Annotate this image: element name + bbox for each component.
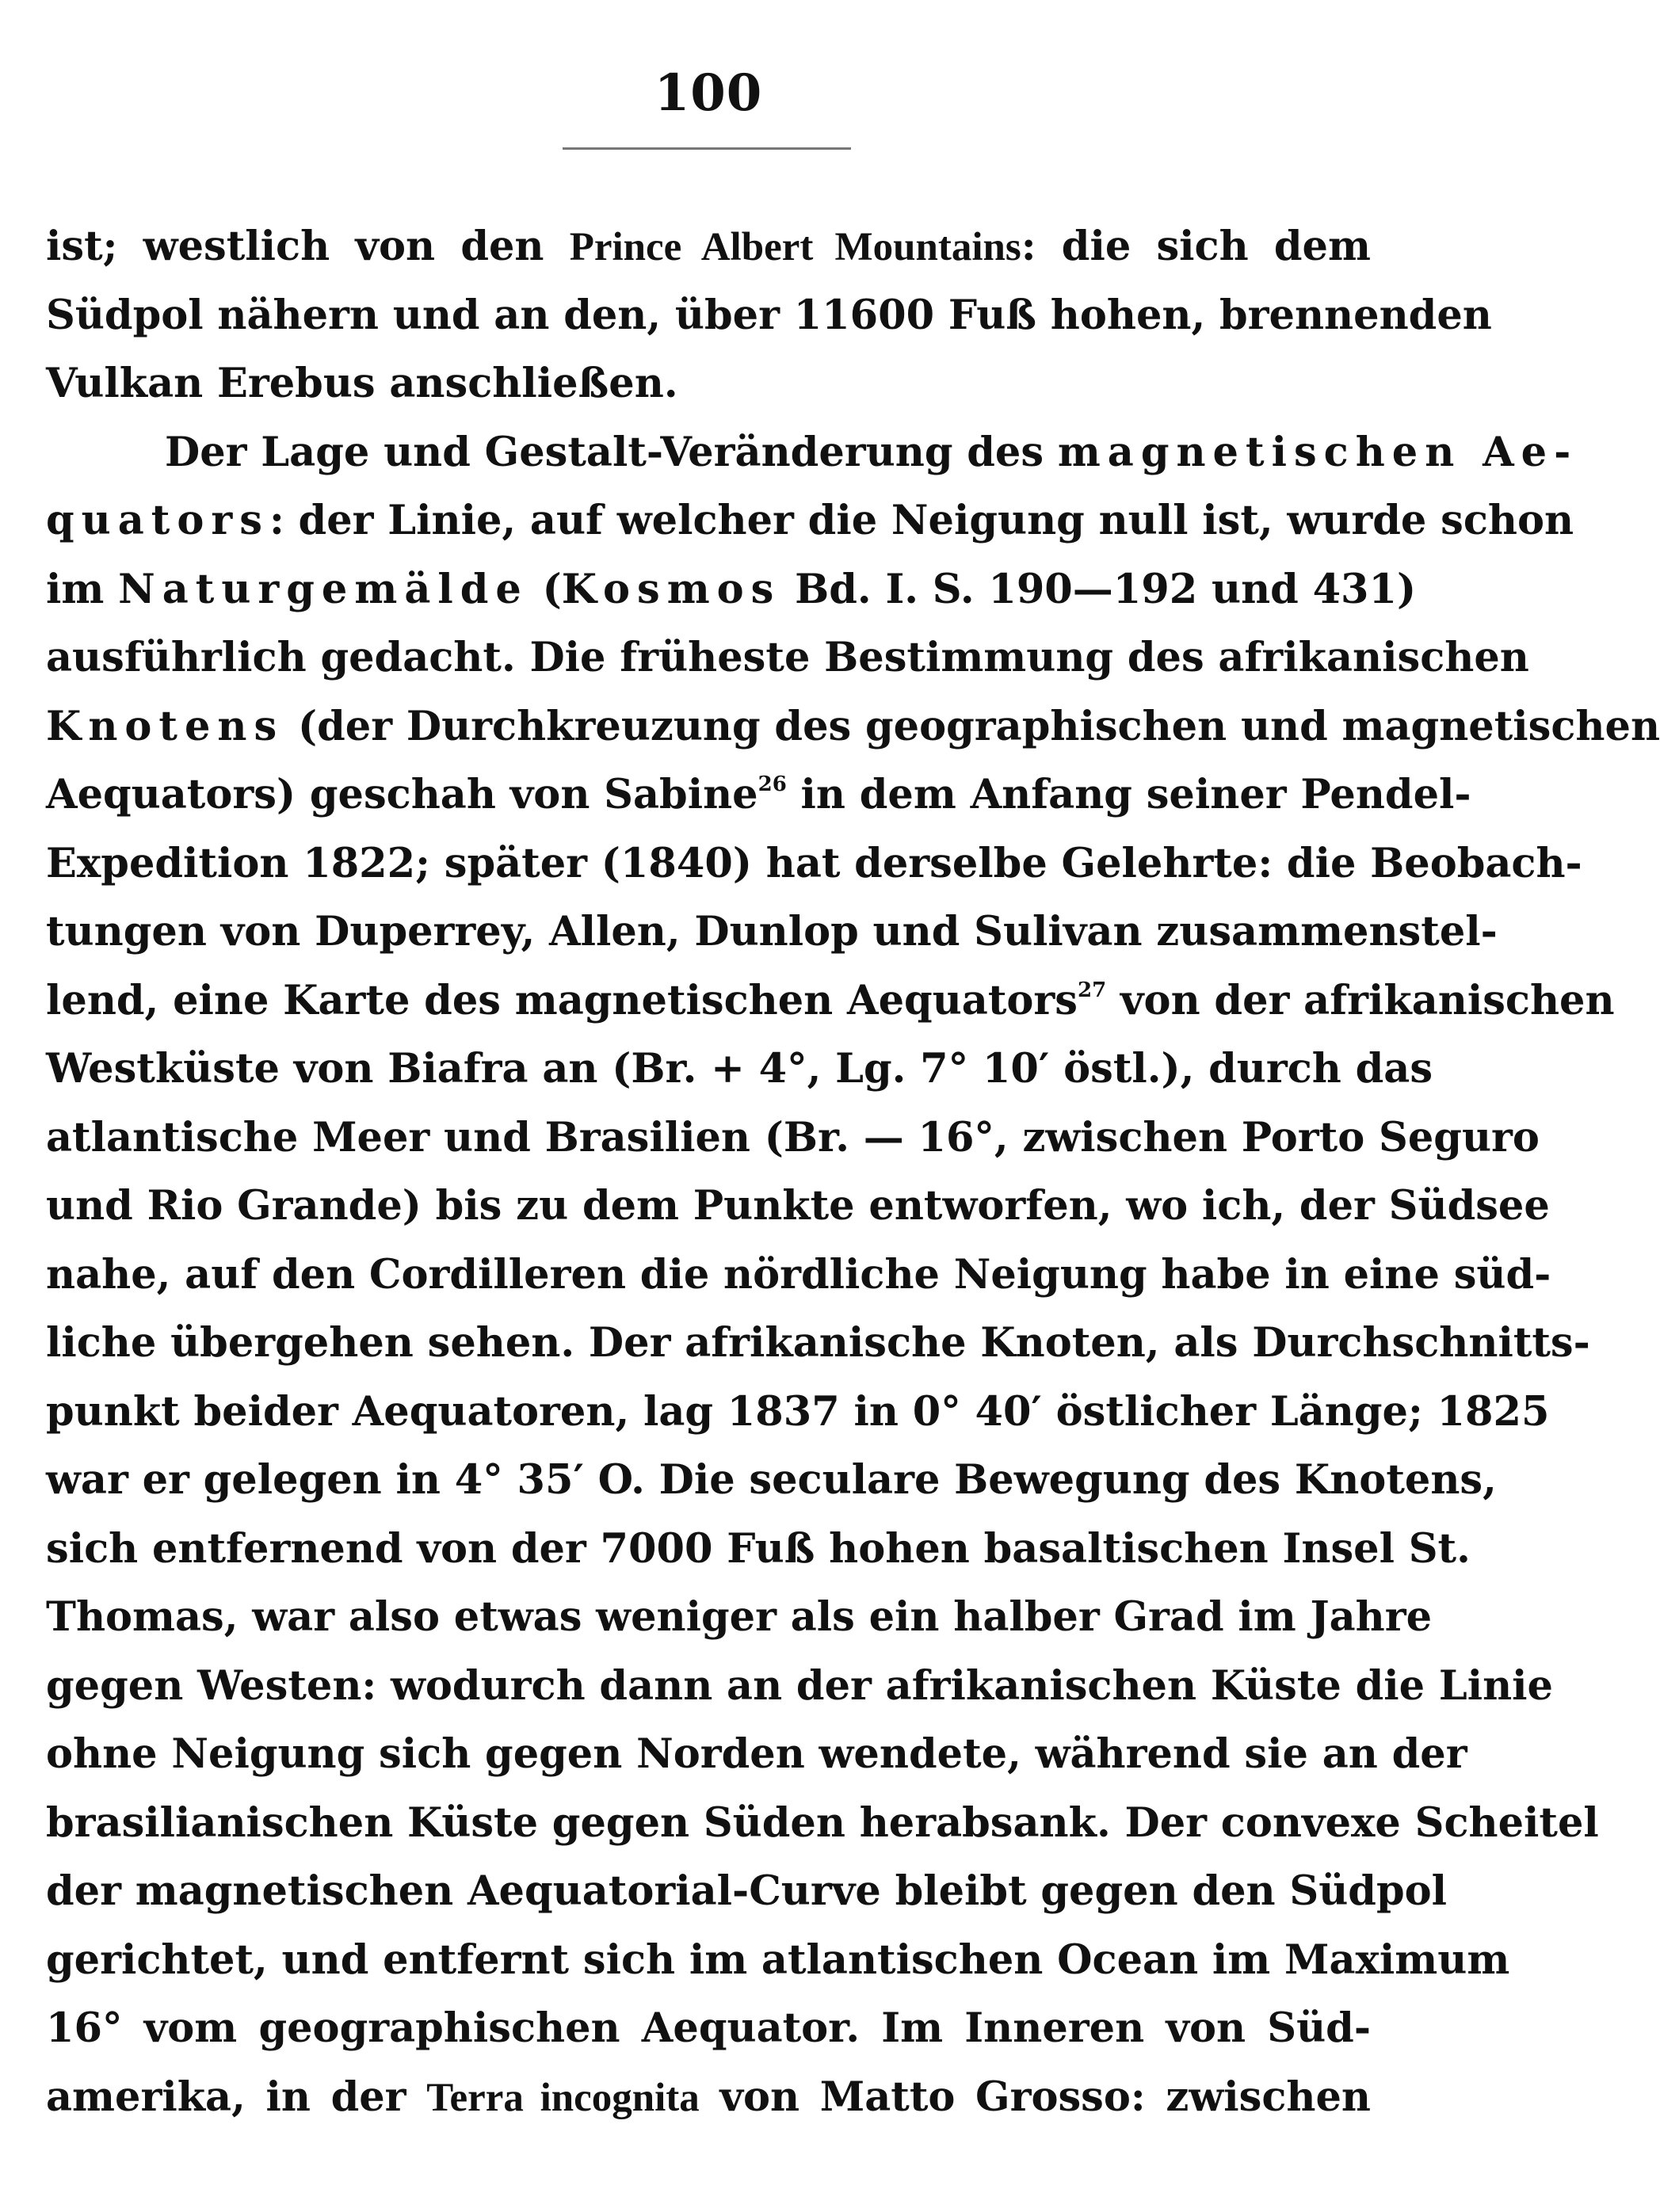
text-line-18: punkt beider Aequatoren, lag 1837 in 0° 40′ östlicher Länge; 1825 xyxy=(46,1387,1550,1436)
text-line-2: Südpol nähern und an den, über 11600 Fuß hohen, brennenden xyxy=(46,291,1492,339)
text-line-6: im Naturgemälde (Kosmos Bd. I. S. 190—192 und 431) xyxy=(46,565,1417,613)
text-line-11: tungen von Duperrey, Allen, Dunlop und Sulivan zusammenstel- xyxy=(46,908,1498,955)
text-line-23: ohne Neigung sich gegen Norden wendete, während sie an der xyxy=(46,1730,1467,1778)
roman-term: Prince Albert Mountains xyxy=(569,225,1021,269)
emphasized-term: Kosmos xyxy=(561,565,781,613)
text-line-22: gegen Westen: wodurch dann an der afrikanischen Küste die Linie xyxy=(46,1661,1553,1710)
text-line-16: nahe, auf den Cordilleren die nördliche Neigung habe in eine süd- xyxy=(46,1250,1551,1299)
text-line-12: lend, eine Karte des magnetischen Aequators$^{27}$ von der afrikanischen xyxy=(46,976,1615,1024)
text-line-10: Expedition 1822; später (1840) hat derselbe Gelehrte: die Beobach- xyxy=(46,839,1582,887)
text-line-21: Thomas, war also etwas weniger als ein halber Grad im Jahre xyxy=(46,1593,1433,1641)
text-line-13: Westküste von Biafra an (Br. + 4°, Lg. 7° 10′ östl.), durch das xyxy=(46,1045,1433,1093)
emphasized-term: magnetischen Ae- xyxy=(1057,428,1578,476)
text-line-25: der magnetischen Aequatorial-Curve bleibt gegen den Südpol xyxy=(46,1867,1448,1915)
text-line-5: quators: der Linie, auf welcher die Neigung null ist, wurde schon xyxy=(46,497,1574,544)
text-line-1: ist; westlich von den Prince Albert Mountains: die sich dem xyxy=(46,223,1371,270)
text-line-28: amerika, in der Terra incognita von Matto Grosso: zwischen xyxy=(46,2073,1371,2121)
text-line-8: Knotens (der Durchkreuzung des geographischen und magnetischen xyxy=(46,702,1660,750)
emphasized-term: Knotens xyxy=(46,702,284,750)
text-line-19: war er gelegen in 4° 35′ O. Die seculare Bewegung des Knotens, xyxy=(46,1456,1497,1504)
roman-term: Terra incognita xyxy=(426,2075,700,2120)
page-number: 100 xyxy=(654,63,763,123)
text-line-4: Der Lage und Gestalt-Veränderung des magnetischen Ae- xyxy=(165,428,1578,476)
text-line-15: und Rio Grande) bis zu dem Punkte entworfen, wo ich, der Südsee xyxy=(46,1182,1550,1230)
emphasized-term: Naturgemälde xyxy=(118,565,529,613)
text-line-3: Vulkan Erebus anschließen. xyxy=(46,360,678,407)
text-line-14: atlantische Meer und Brasilien (Br. — 16°, zwischen Porto Seguro xyxy=(46,1113,1540,1161)
text-line-24: brasilianischen Küste gegen Süden herabsank. Der convexe Scheitel xyxy=(46,1798,1599,1847)
text-line-26: gerichtet, und entfernt sich im atlantischen Ocean im Maximum xyxy=(46,1936,1510,1984)
emphasized-term: quators xyxy=(46,497,269,544)
text-line-17: liche übergehen sehen. Der afrikanische Knoten, als Durchschnitts- xyxy=(46,1319,1590,1367)
footnote-ref: 26 xyxy=(757,772,787,796)
text-line-27: 16° vom geographischen Aequator. Im Inneren von Süd- xyxy=(46,2004,1371,2052)
text-line-20: sich entfernend von der 7000 Fuß hohen basaltischen Insel St. xyxy=(46,1524,1471,1573)
footnote-ref: 27 xyxy=(1077,978,1107,1002)
text-line-7: ausführlich gedacht. Die früheste Bestimmung des afrikanischen xyxy=(46,634,1529,681)
text-line-9: Aequators) geschah von Sabine$^{26}$ in dem Anfang seiner Pendel- xyxy=(46,771,1471,818)
body-text xyxy=(46,212,1660,2131)
header-rule xyxy=(563,147,851,150)
